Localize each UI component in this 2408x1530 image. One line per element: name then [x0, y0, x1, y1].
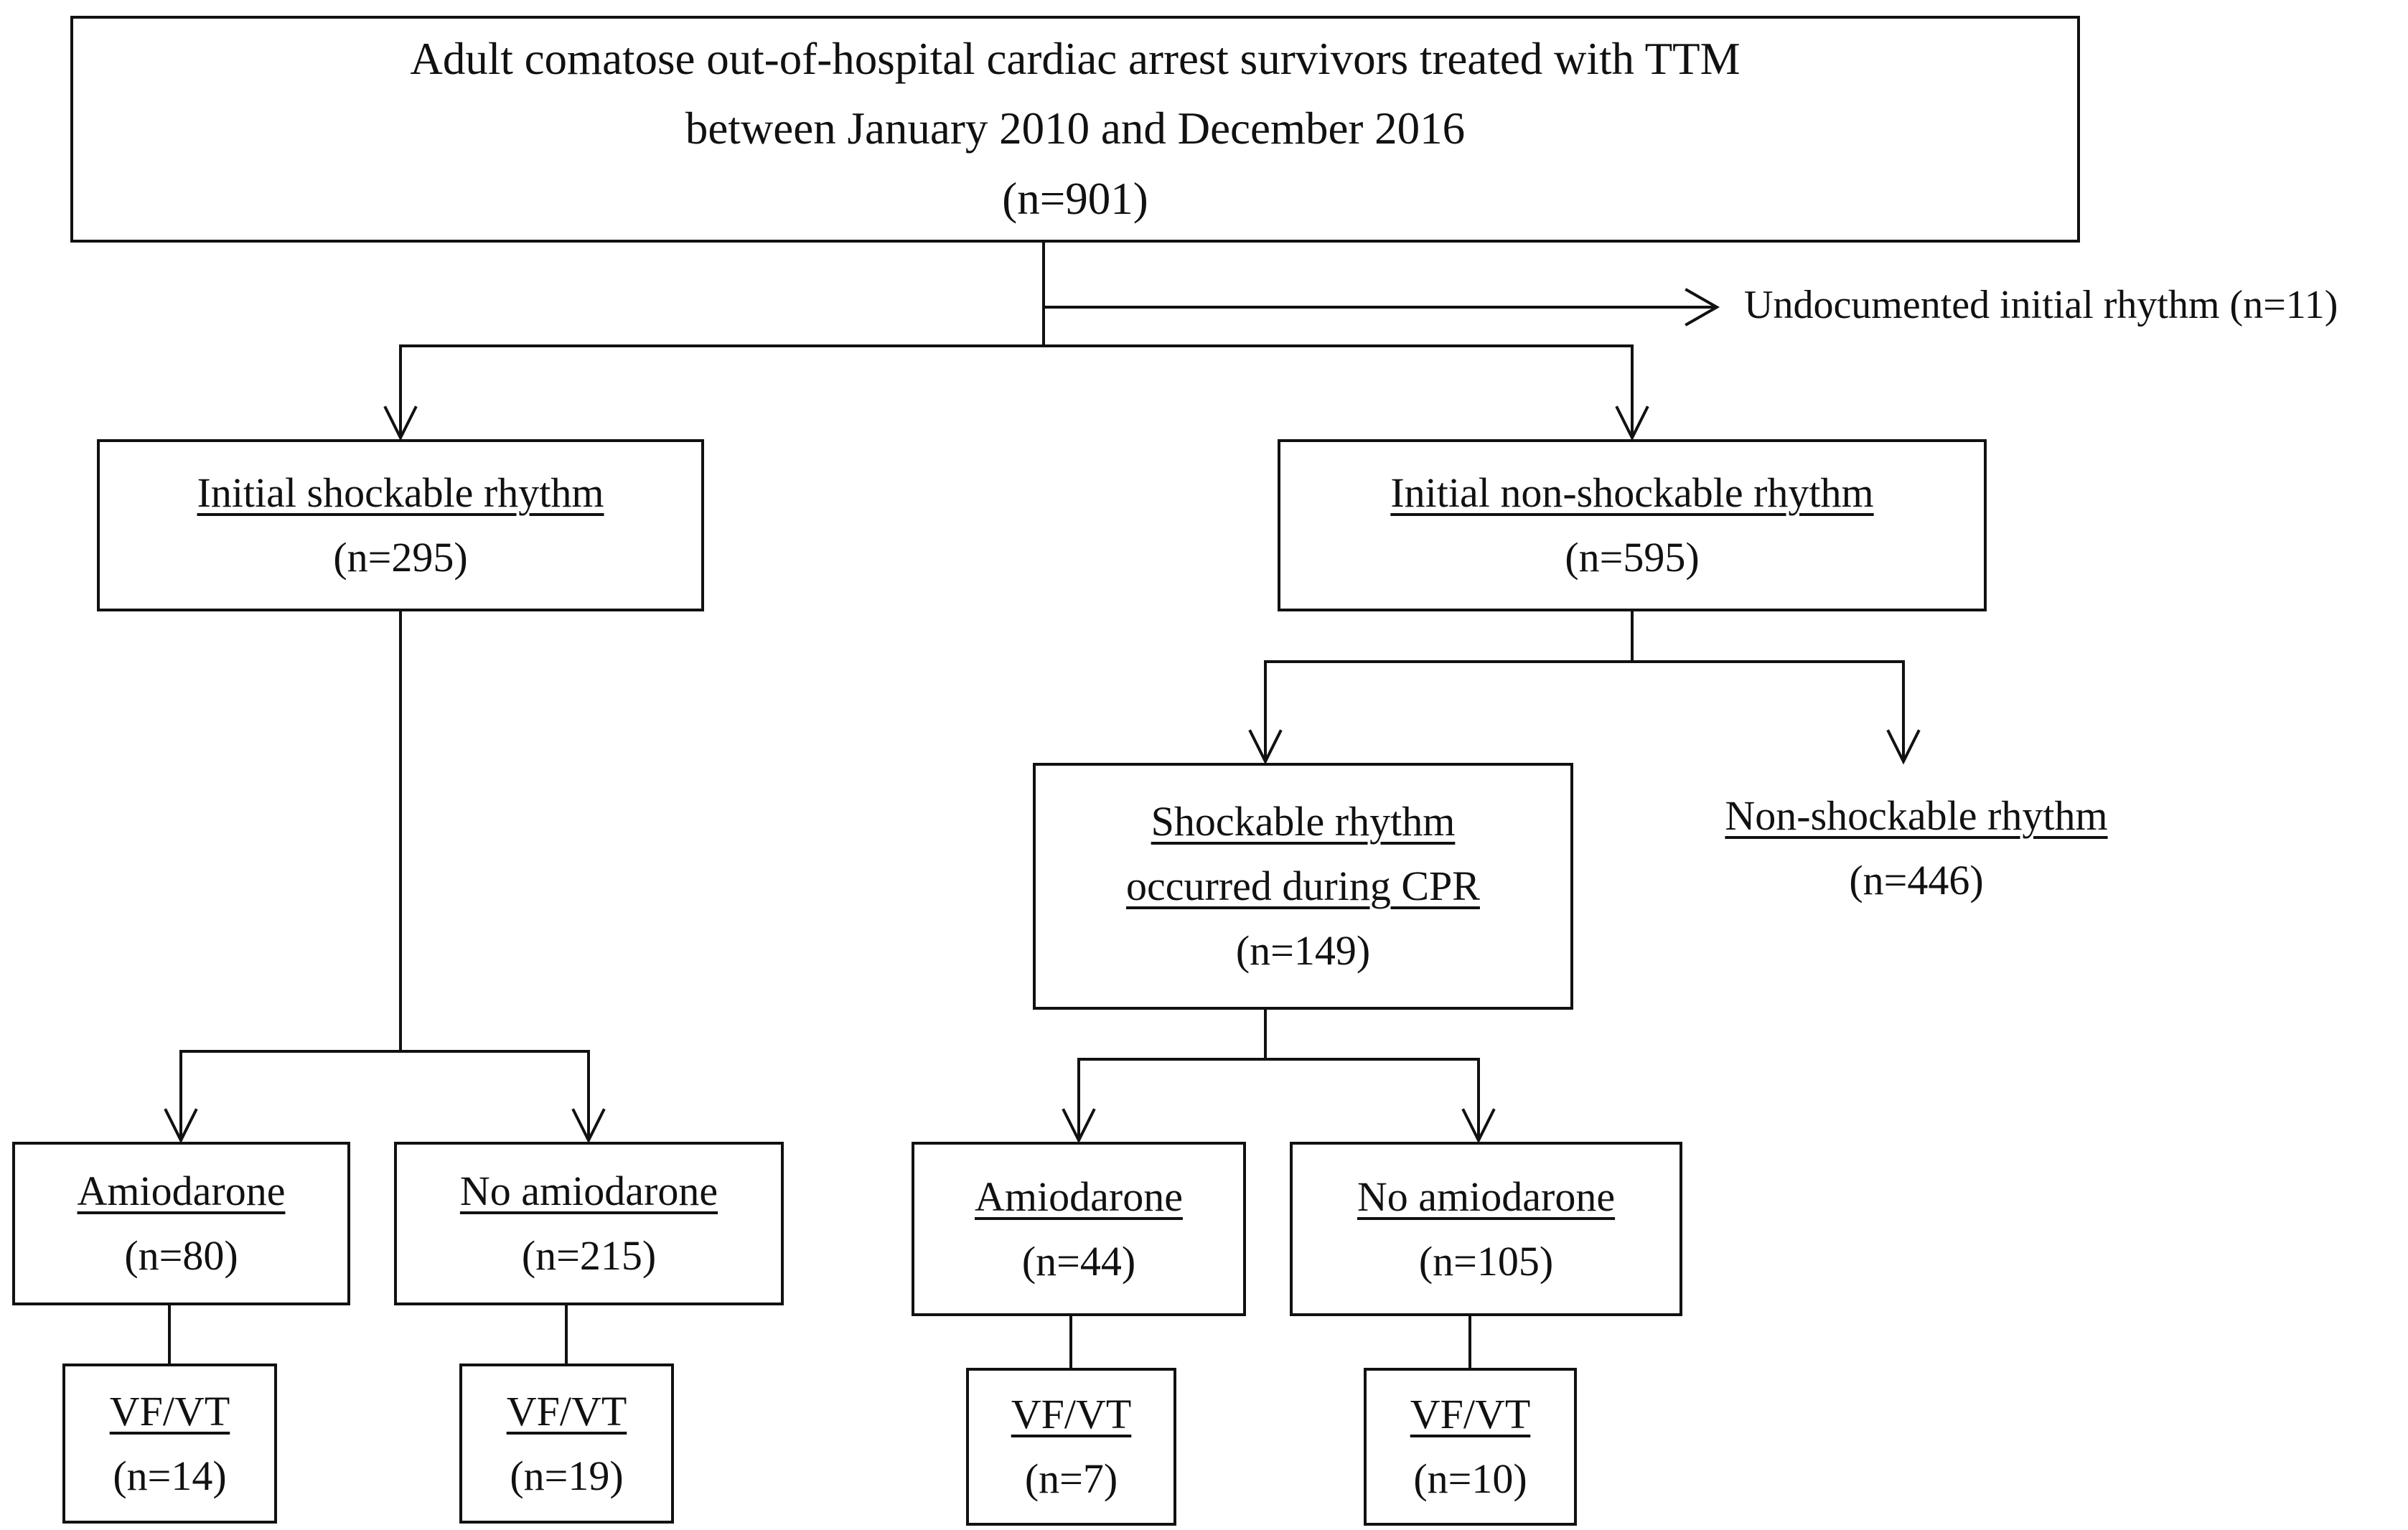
box-title: No amiodarone — [1357, 1173, 1616, 1220]
box-title: Non-shockable rhythm — [1725, 792, 2108, 840]
box-count: (n=295) — [333, 534, 468, 581]
box-title: Initial shockable rhythm — [197, 469, 604, 517]
box-title: Initial non-shockable rhythm — [1390, 469, 1874, 517]
title-line-3: (n=901) — [1002, 173, 1148, 224]
box-title: No amiodarone — [459, 1168, 718, 1215]
box-title: VF/VT — [506, 1387, 627, 1435]
box-title: VF/VT — [1410, 1391, 1531, 1438]
title-line-2: between January 2010 and December 2016 — [685, 103, 1466, 154]
box-vfvt-cpr-amiodarone — [966, 1368, 1176, 1526]
exclusion-label: Undocumented initial rhythm (n=11) — [1744, 283, 2338, 327]
box-cpr-amiodarone — [912, 1142, 1246, 1316]
box-title: Amiodarone — [77, 1168, 286, 1215]
box-title-line-2: occurred during CPR — [1126, 863, 1480, 910]
box-shockable-rhythm-during-cpr — [1033, 763, 1573, 1010]
box-count: (n=105) — [1418, 1237, 1554, 1285]
box-count: (n=595) — [1565, 534, 1700, 581]
title-line-1: Adult comatose out-of-hospital cardiac arrest survivors treated with TTM — [410, 33, 1741, 84]
title-box — [70, 16, 2080, 243]
box-count: (n=215) — [521, 1232, 657, 1279]
box-initial-non-shockable-rhythm — [1278, 439, 1987, 611]
box-count: (n=7) — [1024, 1455, 1118, 1502]
box-vfvt-cpr-no-amiodarone — [1364, 1368, 1577, 1526]
box-cpr-no-amiodarone — [1290, 1142, 1682, 1316]
box-count: (n=446) — [1849, 857, 1984, 904]
box-initial-shockable-rhythm — [97, 439, 704, 611]
box-count: (n=10) — [1413, 1455, 1527, 1502]
box-count: (n=19) — [510, 1452, 624, 1499]
box-count: (n=80) — [124, 1232, 238, 1279]
box-count: (n=14) — [113, 1452, 227, 1499]
box-title: VF/VT — [1011, 1391, 1132, 1438]
box-count: (n=149) — [1235, 926, 1371, 974]
box-shockable-no-amiodarone — [394, 1142, 784, 1305]
box-vfvt-shockable-no-amiodarone — [459, 1364, 674, 1524]
box-count: (n=44) — [1021, 1237, 1136, 1285]
label-non-shockable-rhythm — [1651, 776, 2182, 920]
box-shockable-amiodarone — [12, 1142, 350, 1305]
box-title: Amiodarone — [975, 1173, 1183, 1220]
box-title-line-1: Shockable rhythm — [1151, 798, 1456, 845]
box-title: VF/VT — [109, 1387, 230, 1435]
box-vfvt-shockable-amiodarone — [62, 1364, 277, 1524]
